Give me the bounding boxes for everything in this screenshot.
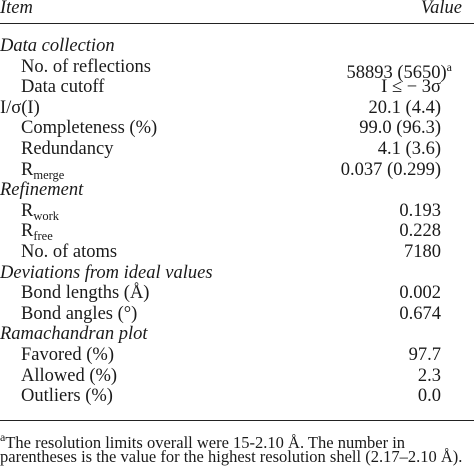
row-label-text: Deviations from ideal values <box>0 262 213 283</box>
row-label-subscript: free <box>33 229 53 244</box>
section-heading-row <box>0 262 474 284</box>
table-row <box>0 159 474 181</box>
row-label-text: Bond angles (°) <box>21 303 138 324</box>
table-row <box>0 365 474 387</box>
row-value-text: 20.1 (4.4) <box>368 97 441 118</box>
row-label-text: Data collection <box>0 36 115 56</box>
footnote-line-1: The resolution limits overall were 15-2.10 Å. The number in <box>5 433 406 452</box>
row-value <box>369 97 441 119</box>
table-row <box>0 117 474 139</box>
section-heading-row <box>0 179 474 201</box>
row-label <box>21 385 113 407</box>
row-label-text: Favored (%) <box>21 345 114 365</box>
header-rule <box>0 23 474 24</box>
footnote-marker: a <box>0 430 6 444</box>
row-value <box>399 220 441 242</box>
row-label <box>21 138 113 160</box>
row-value <box>418 385 441 407</box>
table-row <box>0 138 474 160</box>
row-value-text: 58893 (5650) <box>346 62 447 83</box>
row-label-text: Redundancy <box>21 139 114 159</box>
row-value <box>404 241 441 263</box>
row-label <box>21 282 149 304</box>
row-label-text: R <box>21 221 34 242</box>
row-label <box>21 76 104 98</box>
row-value <box>381 76 441 98</box>
row-value <box>359 117 441 139</box>
row-value-text: 0.002 <box>399 283 441 304</box>
table-row <box>0 56 474 83</box>
section-heading-row <box>0 323 474 345</box>
row-label <box>21 117 157 139</box>
section-heading <box>0 262 213 284</box>
row-label <box>21 303 137 325</box>
row-label <box>21 344 114 366</box>
row-value <box>399 200 441 222</box>
row-value <box>418 365 441 387</box>
table-row <box>0 220 474 242</box>
header-value: Value <box>420 0 462 18</box>
table-header <box>0 0 474 19</box>
row-value <box>409 344 441 366</box>
row-value <box>399 303 441 325</box>
row-value-text: 7180 <box>404 242 441 262</box>
table-row <box>0 97 474 119</box>
table-row <box>0 385 474 407</box>
row-label <box>21 241 117 263</box>
table-row <box>0 241 474 263</box>
row-label-text: Outliers (%) <box>21 386 113 407</box>
table-row <box>0 76 474 98</box>
row-label <box>0 97 40 119</box>
row-value-text: 0.228 <box>399 221 441 242</box>
row-label-text: Completeness (%) <box>21 118 158 139</box>
row-value <box>341 159 441 181</box>
row-value-text: 0.0 <box>417 386 441 407</box>
table-row <box>0 344 474 366</box>
row-label-text: R <box>21 200 34 221</box>
row-label-text: No. of atoms <box>21 242 118 262</box>
row-label-text: No. of reflections <box>21 56 151 77</box>
row-value-text: I ≤ − 3σ <box>381 77 441 98</box>
row-label-text: Refinement <box>0 180 84 201</box>
section-heading <box>0 35 115 57</box>
row-label <box>21 365 117 387</box>
bottom-rule <box>0 420 474 421</box>
row-value-text: 0.037 (0.299) <box>340 159 441 180</box>
row-label-text: Ramachandran plot <box>0 324 148 345</box>
row-label-subscript: work <box>33 208 60 223</box>
row-value-text: 4.1 (3.6) <box>377 139 441 159</box>
table-row <box>0 303 474 325</box>
footnote-line-2-row <box>0 446 474 468</box>
header-item: Item <box>0 0 33 18</box>
row-value <box>378 138 441 160</box>
row-label-subscript: merge <box>33 167 65 182</box>
row-value-text: 2.3 <box>417 365 441 386</box>
section-heading-row <box>0 35 474 57</box>
footnote-ref: a <box>446 59 452 74</box>
footnote-line-2: parentheses is the value for the highest resolution shell (2.17–2.10 Å). <box>0 447 463 466</box>
row-value-text: 0.674 <box>399 303 441 324</box>
table-row <box>0 282 474 304</box>
row-label <box>21 56 151 78</box>
row-value-text: 97.7 <box>408 345 441 365</box>
row-label-text: Allowed (%) <box>21 365 118 386</box>
section-heading <box>0 179 83 201</box>
row-value-text: 99.0 (96.3) <box>359 118 441 139</box>
row-label-text: I/σ(I) <box>0 97 40 118</box>
row-label-text: Data cutoff <box>21 77 105 98</box>
row-value <box>399 282 441 304</box>
row-label-text: Bond lengths (Å) <box>21 283 150 304</box>
row-label-text: R <box>21 159 34 180</box>
section-heading <box>0 323 147 345</box>
table-row <box>0 200 474 222</box>
row-value-text: 0.193 <box>399 200 441 221</box>
